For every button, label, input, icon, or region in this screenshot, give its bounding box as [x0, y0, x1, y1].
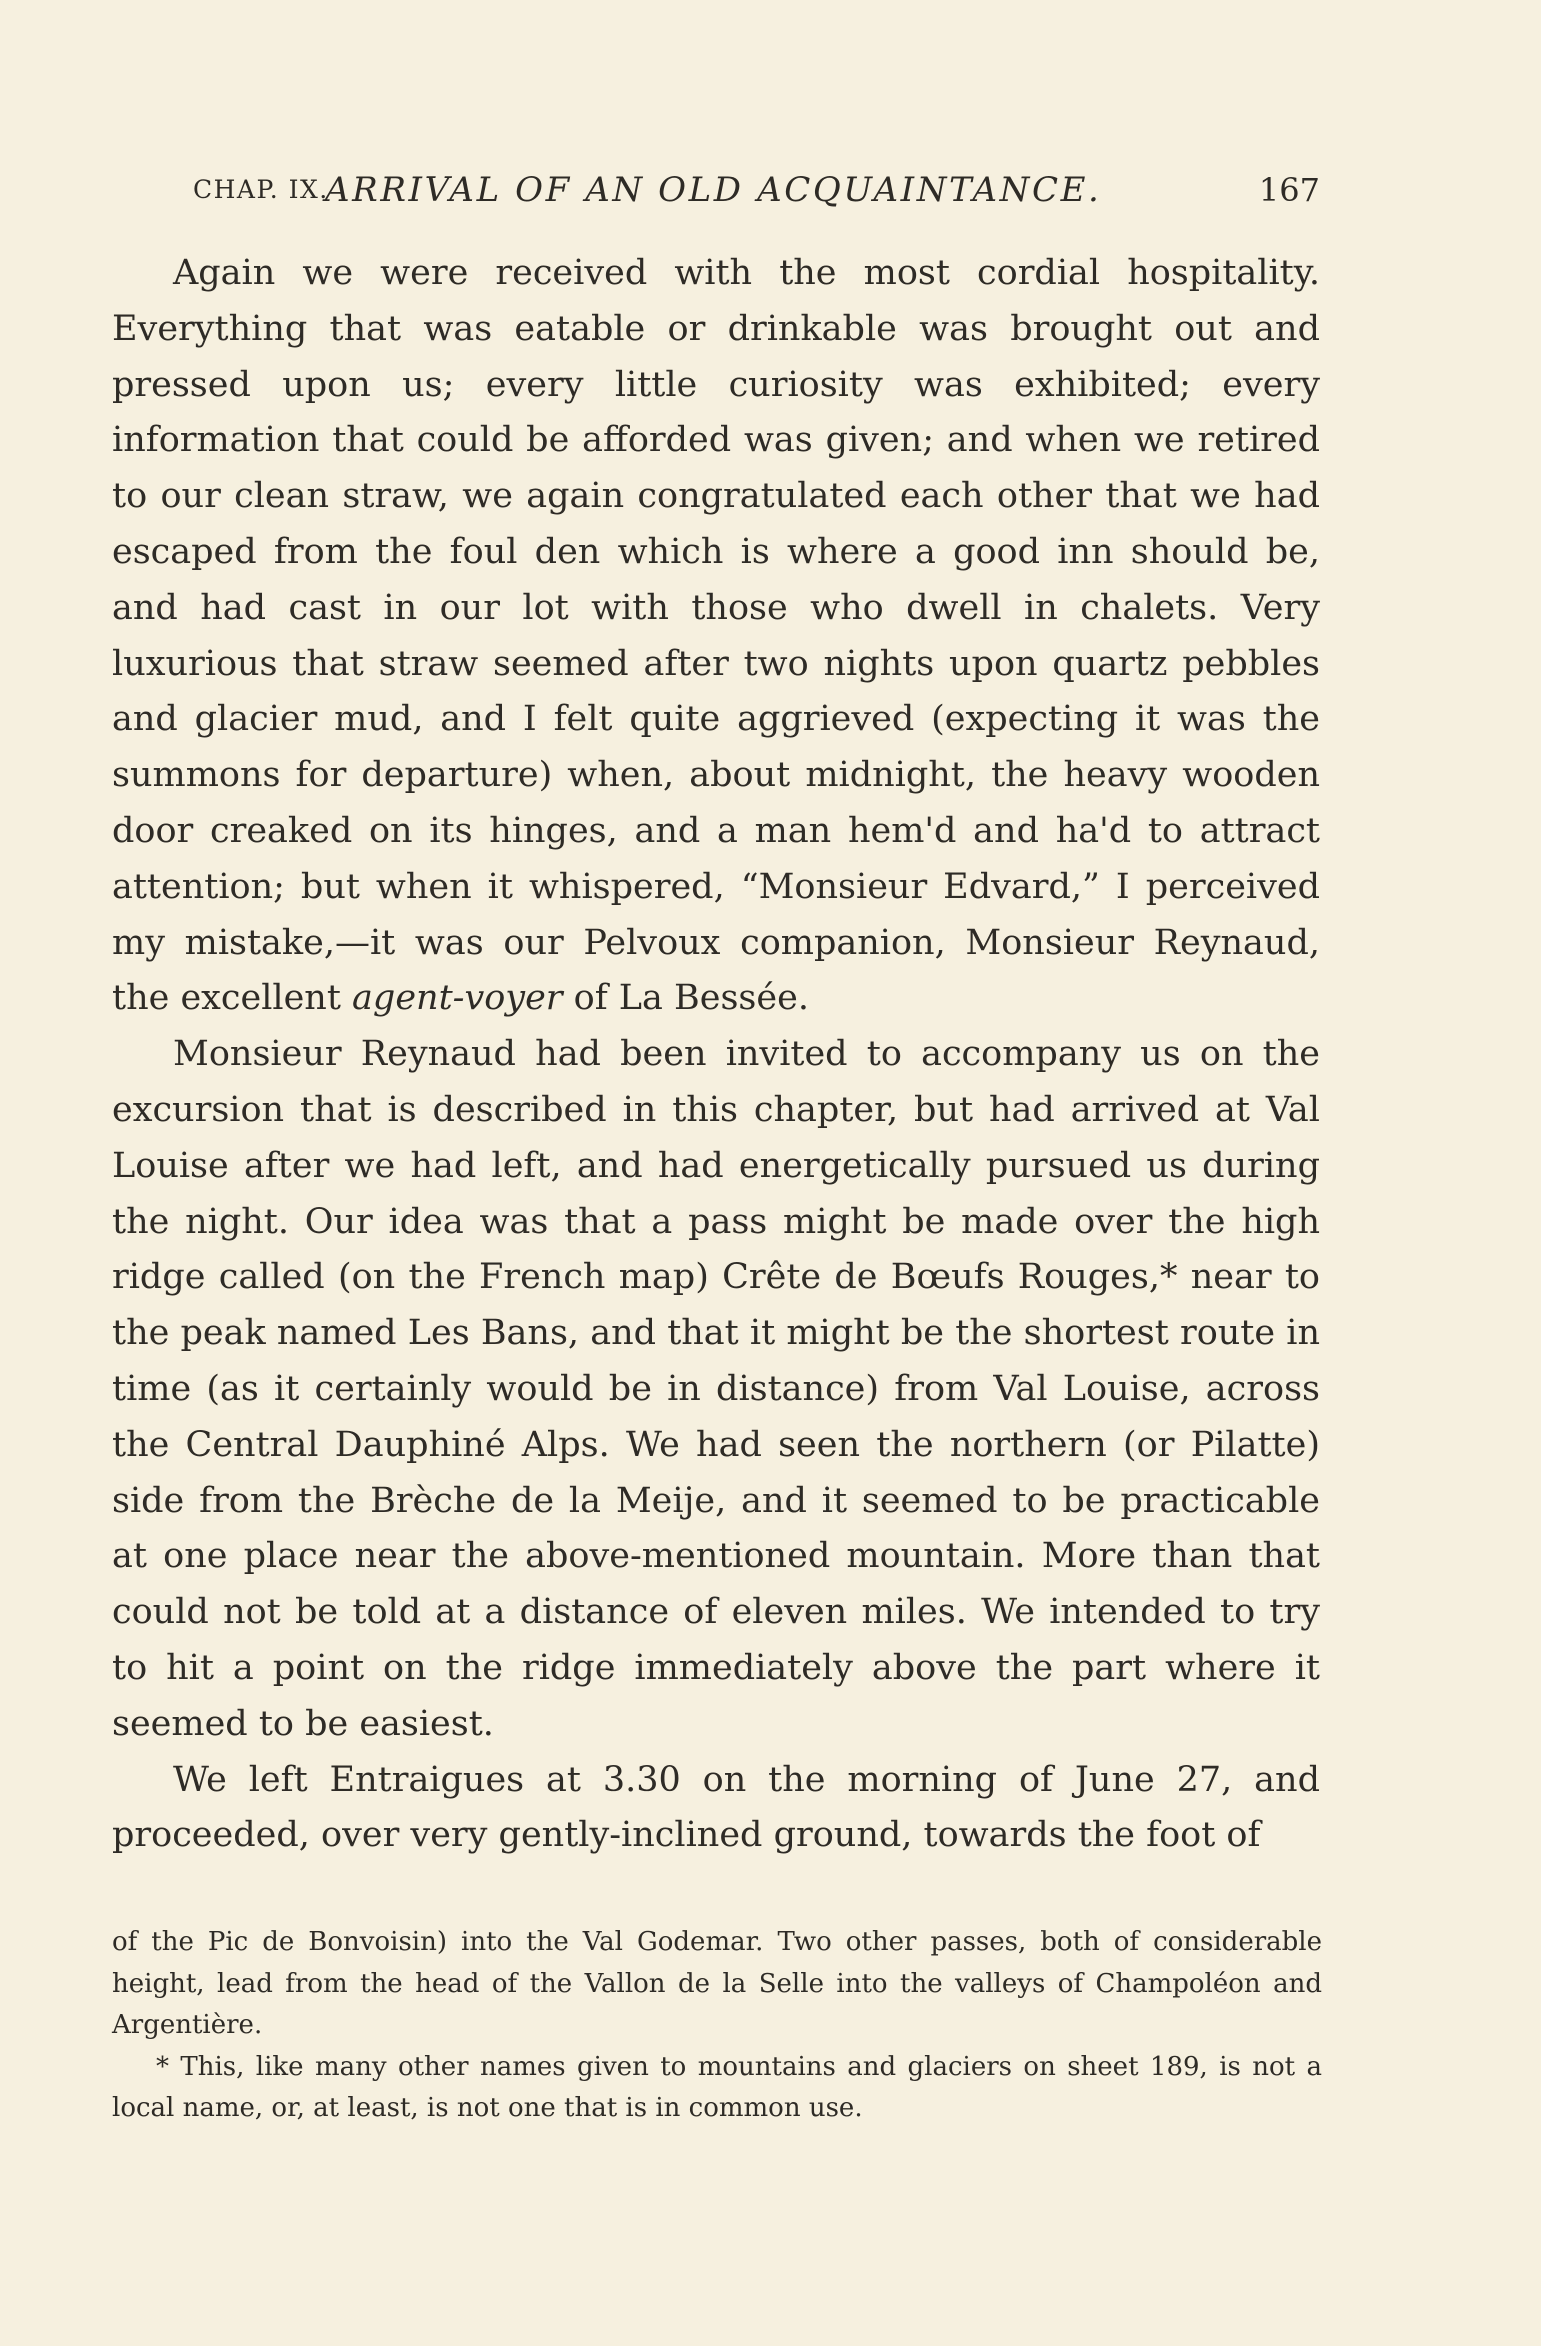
- paragraph-1-text-b: of La Bessée.: [562, 978, 809, 1019]
- footnote-continuation: of the Pic de Bonvoisin) into the Val Godemar. Two other passes, both of considerable height, lead from the head of the Vallon de la Selle into the valleys of Champoléon and Argentière.: [112, 1927, 1322, 2040]
- paragraph-1-italic-term: agent-voyer: [352, 978, 563, 1019]
- footnotes: [112, 1922, 1322, 2130]
- paragraph-1-text-a: Again we were received with the most cordial hospitality. Everything that was eatable or drinkable was brought out and pressed upon us; every little curiosity was exhibited; every information that could be afforded was given; and when we retired to our clean straw, we again congratulated each other that we had escaped from the foul den which is where a good inn should be, and had cast in our lot with those who dwell in chalets. Very luxurious that straw seemed after two nights upon quartz pebbles and glacier mud, and I felt quite aggrieved (expecting it was the summons for departure) when, about midnight, the heavy wooden door creaked on its hinges, and a man hem'd and ha'd to attract attention; but when it whispered, “Monsieur Edvard,” I perceived my mistake,—it was our Pelvoux companion, Monsieur Reynaud, the excellent: [112, 253, 1320, 1019]
- paragraph-2: Monsieur Reynaud had been invited to accompany us on the excursion that is described in this chapter, but had arrived at Val Louise after we had left, and had energetically pursued us during the night. Our idea was that a pass might be made over the high ridge called (on the French map) Crête de Bœufs Rouges,* near to the peak named Les Bans, and that it might be the shortest route in time (as it certainly would be in distance) from Val Louise, across the Central Dauphiné Alps. We had seen the northern (or Pilatte) side from the Brèche de la Meije, and it seemed to be practicable at one place near the above-mentioned mountain. More than that could not be told at a distance of eleven miles. We intended to try to hit a point on the ridge immediately above the part where it seemed to be easiest.: [112, 1034, 1320, 1744]
- running-header: [105, 165, 1320, 215]
- chapter-label: CHAP. IX.: [193, 175, 329, 204]
- page-number: 167: [1258, 171, 1320, 209]
- running-title: ARRIVAL OF AN OLD ACQUAINTANCE.: [325, 170, 1102, 210]
- footnote-star: * This, like many other names given to mountains and glaciers on sheet 189, is not a local name, or, at least, is not one that is in common use.: [112, 2051, 1322, 2123]
- paragraph-1: [112, 246, 1320, 1027]
- paragraph-3: We left Entraigues at 3.30 on the morning of June 27, and proceeded, over very gently-inclined ground, towards the foot of: [112, 1759, 1320, 1856]
- main-text: [112, 246, 1320, 1864]
